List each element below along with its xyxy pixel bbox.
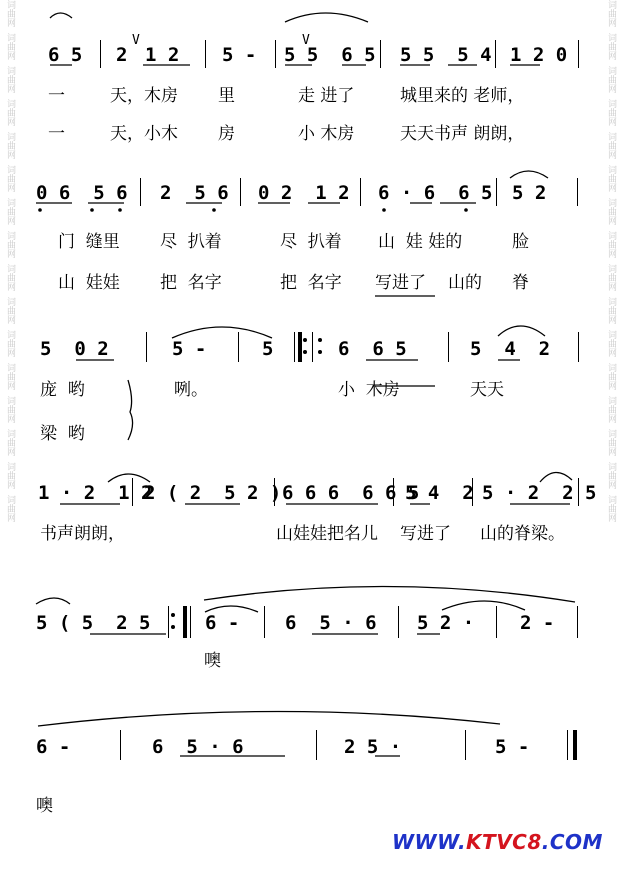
slur [285, 13, 368, 22]
watermark-text: 词曲网 [5, 231, 15, 258]
watermark-text: 词曲网 [5, 330, 15, 357]
note-group: 5 5 6 5 [284, 44, 376, 66]
lyric-verse-1: 咧。 [174, 380, 208, 400]
lyric-verse-1: 庞 哟 [40, 380, 85, 400]
note-group: 2 5 6 [160, 182, 229, 204]
watermark-text: 词曲网 [5, 264, 15, 291]
lyric-verse-1: 天天 [470, 380, 504, 400]
barline [360, 178, 361, 206]
repeat-barline [183, 606, 187, 638]
lyric-verse-2: 一 [48, 124, 65, 144]
slur [204, 586, 575, 602]
octave-dot [90, 208, 94, 212]
note-group: 5 · 2 2 5 [482, 482, 597, 504]
watermark-text: 词曲网 [5, 363, 15, 390]
watermark-text: 词曲网 [5, 198, 15, 225]
note-group: 2 ( 2 5 2 ) [144, 482, 282, 504]
barline [316, 730, 317, 760]
watermark-text: 词曲网 [606, 363, 616, 390]
note-group: 6 - [205, 612, 240, 634]
barline [190, 606, 191, 638]
watermark-text: 词曲网 [5, 0, 15, 27]
watermark-text: 词曲网 [5, 165, 15, 192]
octave-dot [318, 338, 322, 342]
barline [496, 178, 497, 206]
watermark-text: 词曲网 [5, 495, 15, 522]
octave-dot [303, 350, 307, 354]
slur [172, 327, 272, 338]
final-barline [573, 730, 577, 760]
note-group: 5 5 5 4 [400, 44, 492, 66]
note-group: 0 6 5 6 [36, 182, 128, 204]
slur [442, 601, 525, 610]
watermark-text: 词曲网 [5, 297, 15, 324]
watermark-text: 词曲网 [606, 132, 616, 159]
watermark-text: 词曲网 [606, 165, 616, 192]
note-group: 5 [262, 338, 274, 360]
lyric-verse-1: 噢 [204, 651, 221, 671]
barline [578, 40, 579, 68]
watermark-text: 词曲网 [606, 231, 616, 258]
slur [38, 711, 500, 726]
lyric-verse-1: 城里来的 老师， [400, 86, 525, 106]
note-group: 5 - [172, 338, 207, 360]
breath-mark: V [302, 33, 310, 48]
watermark-text: 词曲网 [606, 297, 616, 324]
octave-dot [464, 208, 468, 212]
note-group: 6 6 6 6 6 5 [282, 482, 420, 504]
barline [238, 332, 239, 362]
note-group: 2 5 · [344, 736, 402, 758]
barline [577, 606, 578, 638]
slur [108, 474, 150, 482]
note-group: 5 0 2 [40, 338, 109, 360]
octave-dot [171, 613, 175, 617]
barline [100, 40, 101, 68]
note-group: 6 5 · 6 [152, 736, 244, 758]
watermark-text: 词曲网 [606, 99, 616, 126]
note-group: 5 4 2 [470, 338, 551, 360]
lyric-verse-1: 脸 [512, 232, 529, 252]
barline [146, 332, 147, 362]
barline [264, 606, 265, 638]
note-group: 5 ( 5 2 5 [36, 612, 151, 634]
slur [510, 171, 548, 178]
lyric-verse-2: 梁 哟 [40, 424, 85, 444]
barline [275, 40, 276, 68]
barline [120, 730, 121, 760]
lyric-verse-2: 小 木房 [298, 124, 355, 144]
octave-dot [382, 208, 386, 212]
watermark-text: 词曲网 [5, 429, 15, 456]
lyric-verse-2: 把 名字 [160, 273, 222, 293]
note-group: 6 6 5 [338, 338, 407, 360]
lyric-verse-1: 里 [218, 86, 235, 106]
watermark-text: 词曲网 [606, 33, 616, 60]
barline [398, 606, 399, 638]
barline [140, 178, 141, 206]
watermark-text: 词曲网 [606, 429, 616, 456]
slur [540, 472, 572, 482]
lyric-bracket [128, 380, 133, 440]
note-group: 5 - [222, 44, 257, 66]
barline [168, 606, 169, 638]
slur [50, 13, 72, 18]
watermark-text: 词曲网 [606, 66, 616, 93]
barline [312, 332, 313, 362]
octave-dot [318, 350, 322, 354]
note-group: 5 2 · [417, 612, 475, 634]
lyric-verse-2: 房 [218, 124, 235, 144]
lyric-verse-1: 一 [48, 86, 65, 106]
barline [578, 478, 579, 506]
site-name: KTVC8 [466, 830, 542, 854]
lyric-verse-1: 写进了 [400, 524, 451, 544]
barline [448, 332, 449, 362]
barline [393, 478, 394, 506]
watermark-text: 词曲网 [606, 330, 616, 357]
watermark-text: 词曲网 [5, 462, 15, 489]
watermark-text: 词曲网 [606, 198, 616, 225]
repeat-barline [298, 332, 302, 362]
lyric-verse-1: 走 进了 [298, 86, 355, 106]
note-group: 6 5 · 6 [285, 612, 377, 634]
note-group: 1 · 2 1 2 [38, 482, 153, 504]
lyric-verse-1: 天，木房 [110, 86, 178, 106]
barline [496, 606, 497, 638]
watermark-text: 词曲网 [606, 264, 616, 291]
lyric-verse-1: 尽 扒着 [280, 232, 342, 252]
lyric-verse-2: 脊 [512, 273, 529, 293]
barline [577, 178, 578, 206]
lyric-verse-1: 门 缝里 [58, 232, 120, 252]
note-group: 0 2 1 2 [258, 182, 350, 204]
site-prefix: WWW. [392, 830, 467, 854]
watermark-text: 词曲网 [5, 99, 15, 126]
note-group: 1 2 0 [510, 44, 568, 66]
lyric-verse-1: 书声朗朗， [40, 524, 125, 544]
watermark-text: 词曲网 [606, 396, 616, 423]
lyric-verse-1: 噢 [36, 796, 53, 816]
barline [495, 40, 496, 68]
note-group: 6 · 6 6 5 [378, 182, 493, 204]
octave-dot [212, 208, 216, 212]
barline [465, 730, 466, 760]
barline [567, 730, 568, 760]
barline [205, 40, 206, 68]
barline [274, 478, 275, 506]
lyric-verse-1: 尽 扒着 [160, 232, 222, 252]
octave-dot [171, 625, 175, 629]
octave-dot [38, 208, 42, 212]
watermark-text: 词曲网 [606, 462, 616, 489]
lyric-verse-2: 写进了 [375, 273, 426, 293]
lyric-verse-2: 天，小木 [110, 124, 178, 144]
note-group: 5 2 [512, 182, 547, 204]
barline [380, 40, 381, 68]
barline [472, 478, 473, 506]
barline [132, 478, 133, 506]
site-suffix: .COM [541, 830, 603, 854]
note-group: 2 - [520, 612, 555, 634]
watermark-text: 词曲网 [5, 132, 15, 159]
note-group: 5 4 2 [405, 482, 474, 504]
watermark-text: 词曲网 [606, 0, 616, 27]
slur [498, 326, 545, 336]
site-watermark-link[interactable] [392, 830, 603, 854]
breath-mark: V [132, 33, 140, 48]
slur [36, 598, 70, 604]
barline [240, 178, 241, 206]
lyric-verse-2: 天天书声 朗朗， [400, 124, 525, 144]
lyric-verse-1: 山 娃 娃的 [378, 232, 463, 252]
lyric-verse-1: 小 木房 [338, 380, 400, 400]
barline [294, 332, 295, 362]
note-group: 1 2 [145, 44, 180, 66]
note-group: 6 5 [48, 44, 83, 66]
octave-dot [118, 208, 122, 212]
watermark-text: 词曲网 [5, 396, 15, 423]
lyric-verse-2: 山的 [448, 273, 482, 293]
lyric-verse-1: 山的脊梁。 [480, 524, 565, 544]
barline [578, 332, 579, 362]
note-group: 5 - [495, 736, 530, 758]
lyric-verse-1: 山娃娃把名儿 [276, 524, 378, 544]
lyric-verse-2: 把 名字 [280, 273, 342, 293]
lyric-verse-2: 山 娃娃 [58, 273, 120, 293]
watermark-text: 词曲网 [606, 495, 616, 522]
note-group: 6 - [36, 736, 71, 758]
note-group: 2 [116, 44, 128, 66]
watermark-text: 词曲网 [5, 66, 15, 93]
watermark-text: 词曲网 [5, 33, 15, 60]
octave-dot [303, 338, 307, 342]
